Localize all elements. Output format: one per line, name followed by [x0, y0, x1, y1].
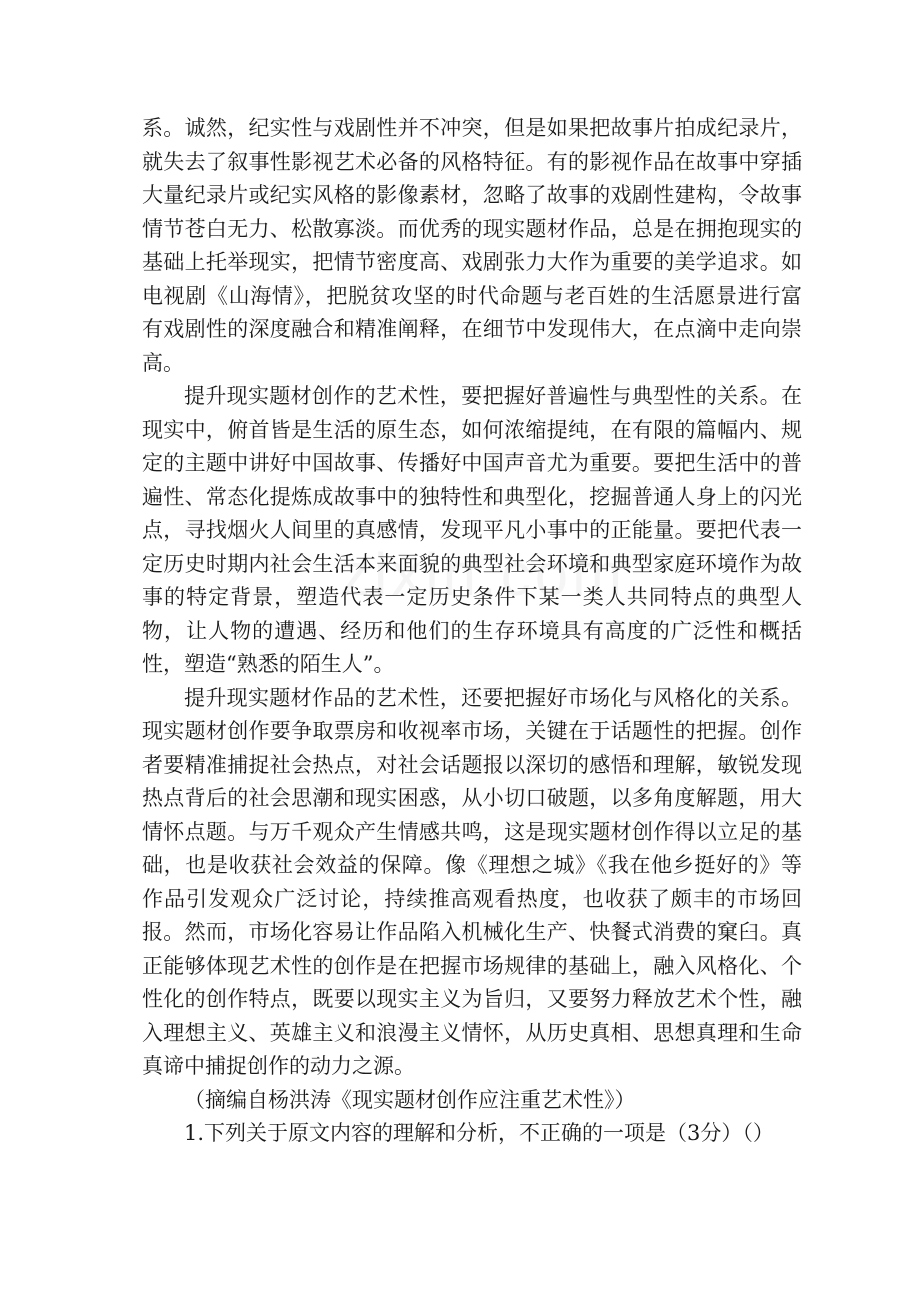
paragraph-marketization: 提升现实题材作品的艺术性，还要把握好市场化与风格化的关系。现实题材创作要争取票房和收视率市场，关键在于话题性的把握。创作者要精准捕捉社会热点，对社会话题报以深切的感悟和理解，敏锐发现热点背后的社会思潮和现实困惑，从小切口破题，以多角度解题，用大情怀点题。与万千观众产生情感共鸣，这是现实题材创作得以立足的基础，也是收获社会效益的保障。像《理想之城》《我在他乡挺好的》等作品引发观众广泛讨论，持续推高观看热度，也收获了颇丰的市场回报。然而，市场化容易让作品陷入机械化生产、快餐式消费的窠臼。真正能够体现艺术性的创作是在把握市场规律的基础上，融入风格化、个性化的创作特点，既要以现实主义为旨归，又要努力释放艺术个性，融入理想主义、英雄主义和浪漫主义情怀，从历史真相、思想真理和生命真谛中捕捉创作的动力之源。 — [142, 685, 802, 1078]
paragraph-continuation: 系。诚然，纪实性与戏剧性并不冲突，但是如果把故事片拍成纪录片，就失去了叙事性影视艺术必备的风格特征。有的影视作品在故事中穿插大量纪录片或纪实风格的影像素材，忽略了故事的戏剧性建构，令故事情节苍白无力、松散寡淡。而优秀的现实题材作品，总是在拥抱现实的基础上托举现实，把情节密度高、戏剧张力大作为重要的美学追求。如电视剧《山海情》，把脱贫攻坚的时代命题与老百姓的生活愿景进行富有戏剧性的深度融合和精准阐释，在细节中发现伟大，在点滴中走向崇高。 — [142, 116, 802, 375]
paragraph-typicality: 提升现实题材创作的艺术性，要把握好普遍性与典型性的关系。在现实中，俯首皆是生活的原生态，如何浓缩提纯，在有限的篇幅内、规定的主题中讲好中国故事、传播好中国声音尤为重要。要把生活中的普遍性、常态化提炼成故事中的独特性和典型化，挖掘普通人身上的闪光点，寻找烟火人间里的真感情，发现平凡小事中的正能量。要把代表一定历史时期内社会生活本来面貌的典型社会环境和典型家庭环境作为故事的特定背景，塑造代表一定历史条件下某一类人共同特点的典型人物，让人物的遭遇、经历和他们的生存环境具有高度的广泛性和概括性，塑造“熟悉的陌生人”。 — [142, 384, 802, 676]
source-citation: （摘编自杨洪涛《现实题材创作应注重艺术性》） — [184, 1087, 636, 1112]
article-body — [142, 112, 802, 1151]
question-1: 1.下列关于原文内容的理解和分析，不正确的一项是（3分）（） — [184, 1121, 774, 1145]
